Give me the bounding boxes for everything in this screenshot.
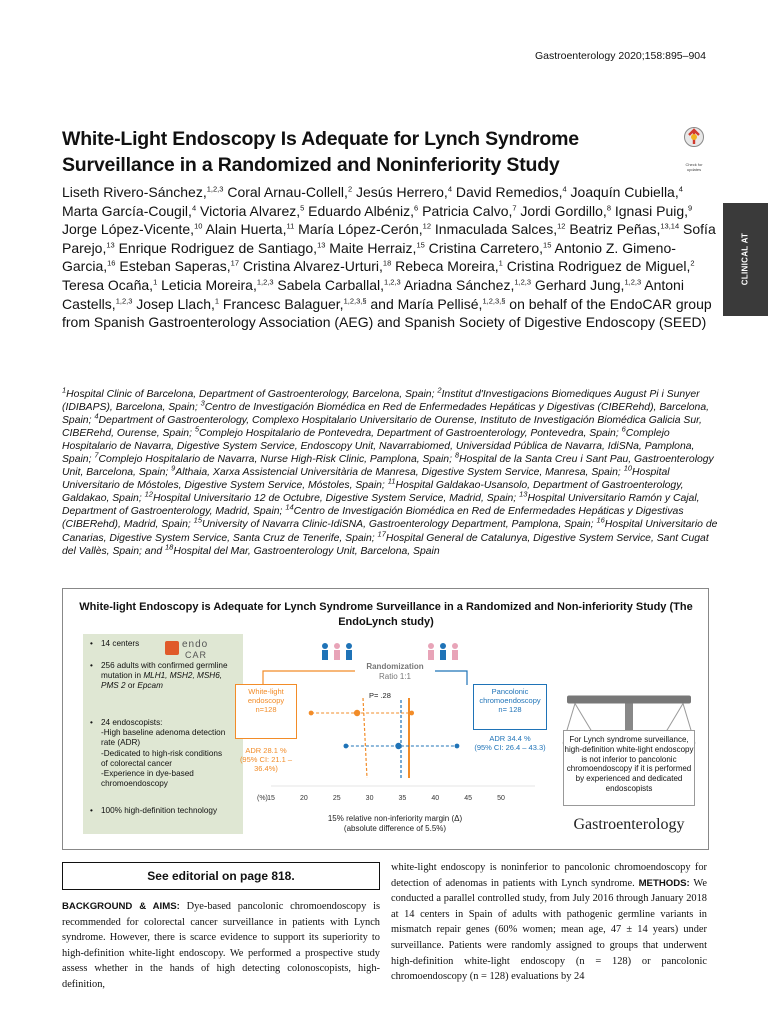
conclusion-box: For Lynch syndrome surveillance, high-definition white-light endoscopy is not inferior to pancolonic chromoendoscopy if it is performed by experienced and dedicated endoscopists [563,730,695,806]
p-value: P= .28 [369,691,391,700]
journal-reference: Gastroenterology 2020;158:895–904 [534,50,706,62]
article-title [62,126,662,178]
author-list: Liseth Rivero-Sánchez,$^{1,2,3}$ Coral Arnau-Collell,$^2$ Jesús Herrero,$^4$ David Remedios,$^4$ Joaquín Cubiella,$^4$ Marta García-Cougil,$^4$ Victoria Alvarez,$^5$ Eduardo Albéniz,$^6$ Patricia Calvo,$^7$ Jordi Gordillo,$^8$ Ignasi Puig,$^9$ Jorge López-Vicente,$^{10}$ Alain Huerta,$^{11}$ María López-Cerón,$^{12}$ Inmaculada Salces,$^{12}$ Beatriz Peñas,$^{13,14}$ Sofía Parejo,$^{13}$ Enrique Rodriguez de Santiago,$^{13}$ Maite Herraiz,$^{15}$ Cristina Carretero,$^{15}$ Antonio Z. Gimeno-Garcia,$^{16}$ Esteban Saperas,$^{17}$ Cristina Alvarez-Urturi,$^{18}$ Rebeca Moreira,$^1$ Cristina Rodriguez de Miguel,$^2$ Teresa Ocaña,$^1$ Leticia Moreira,$^{1,2,3}$ Sabela Carballal,$^{1,2,3}$ Ariadna Sánchez,$^{1,2,3}$ Gerhard Jung,$^{1,2,3}$ Antoni Castells,$^{1,2,3}$ Josep Llach,$^1$ Francesc Balaguer,$^{1,2,3,\S}$ and María Pellisé,$^{1,2,3,\S}$ on behalf of the EndoCAR group from Spanish Gastroenterology Association (AEG) and Spanish Society of Digestive Endoscopy (SEED) [62,184,716,331]
bullet-technology: • 100% high-definition technology [91,806,231,816]
scale-beam [567,696,691,704]
randomization-label: Randomization [366,662,424,671]
ci-endpoint [409,711,414,716]
point-estimate [395,743,401,749]
side-tab-label: CLINICAL AT [740,232,750,286]
wle-reference-line [363,698,367,778]
wle-ci: (95% CI: 21.1 – 36.4%) [239,755,293,773]
endocar-logo: endo CAR [165,639,240,663]
ci-endpoint [455,744,460,749]
people-icons [322,643,458,660]
ci-endpoint [309,711,314,716]
x-tick-label: 20 [299,795,308,802]
wle-arm-box [235,684,297,739]
pce-arm-label: Pancolonic chromoendoscopy [479,687,541,705]
x-tick-label: 40 [431,795,440,802]
wle-arm-label: White-light endoscopy [247,687,285,705]
point-estimate [354,710,360,716]
pce-adr-block [473,734,547,752]
x-axis-label-line2: (absolute difference of 5.5%) [343,824,447,833]
x-tick-label: 30 [365,795,374,802]
x-tick-label: 25 [332,795,341,802]
wle-adr: ADR 28.1 % [245,746,287,755]
axis-unit: (%) [257,795,268,802]
ratio-label: Ratio 1:1 [378,672,412,681]
x-tick-label: 50 [497,795,505,802]
bullet-centers: • 14 centers [91,639,231,649]
graphical-abstract-title: White-light Endoscopy is Adequate for Lynch Syndrome Surveillance in a Randomized and Non-inferiority Study (The EndoLynch study) [79,601,693,628]
pce-arm-box [473,684,547,730]
title-line: Surveillance in a Randomized and Noninferiority Study [62,154,560,176]
study-design-panel [83,634,243,834]
wle-arm-n: n=128 [255,705,277,714]
x-tick-label: 15 [267,795,275,802]
bullet-endoscopists: • 24 endoscopists: -High baseline adenoma detection rate (ADR) -Dedicated to high-risk conditions of colorectal cancer -Experience in dye-based chromoendoscopy [91,718,231,789]
ci-endpoint [344,744,349,749]
affiliations: $^1$Hospital Clinic of Barcelona, Department of Gastroenterology, Barcelona, Spain; $^2$Institut d'Investigacions Biomediques August Pi i Sunyer (IDIBAPS), Barcelona, Spain; $^3$Centro de Investigación Biomédica en Red de Enfermedades Hepáticas y Digestivas (CIBERehd), Barcelona, Spain; $^4$Department of Gastroenterology, Complexo Hospitalario Universitario de Ourense, Instituto de Investigación Biomédica Galicia Sur, CIBERehd, Ourense, Spain; $^5$Complejo Hospitalario de Pontevedra, Department of Gastroenterology, Pontevedra, Spain; $^6$Complejo Hospitalario de Navarra, Digestive System Service, Endoscopy Unit, Navarrabiomed, Universidad Pública de Navarra, IdiSNa, Pamplona, Spain; $^7$Complejo Hospitalario de Navarra, Nurse High-Risk Clinic, Pamplona, Spain; $^8$Hospital de la Santa Creu i Sant Pau, Gastroenterology Unit, Barcelona, Spain; $^9$Althaia, Xarxa Assistencial Universitària de Manresa, Digestive System Service, Manresa, Spain; $^{10}$Hospital Universitario de Móstoles, Digestive System Service, Móstoles, Spain; $^{11}$Hospital Galdakao-Usansolo, Department of Gastroenterology, Galdakao, Spain; $^{12}$Hospital Universitario 12 de Octubre, Digestive System Service, Madrid, Spain; $^{13}$Hospital Universitario Ramón y Cajal, Department of Gastroenterology, Madrid, Spain; $^{14}$Centro de Investigación Biomédica en Red de Enfermedades Hepáticas y Digestivas (CIBERehd), Madrid, Spain; $^{15}$University of Navarra Clinic-IdiSNA, Gastroenterology Department, Pamplona, Spain; $^{16}$Hospital Universitario de Canarias, Digestive System Service, Santa Cruz de Tenerife, Spain; $^{17}$Hospital General de Catalunya, Digestive System Service, Sant Cugat del Vallès, Spain; and $^{18}$Hospital del Mar, Gastroenterology Unit, Barcelona, Spain [62,385,718,557]
abstract-column-left: BACKGROUND & AIMS: Dye-based pancolonic chromoendoscopy is recommended for colorectal cancer surveillance in patients with Lynch syndrome. However, there is scarce evidence to support its superiority to high-definition white-light endoscopy. We performed a prospective study assess whether in the hands of high detecting colonoscopists, high-definition, [62,901,381,990]
bullet-patients: • 256 adults with confirmed germline mutation in MLH1, MSH2, MSH6, PMS 2 or Epcam [91,661,229,692]
title-line: White-Light Endoscopy Is Adequate for Lynch Syndrome [62,128,579,150]
pce-connector [435,671,467,685]
pce-adr: ADR 34.4 % [489,734,531,743]
wle-connector [263,671,355,685]
x-tick-label: 35 [398,795,407,802]
crossmark-icon[interactable] [680,126,708,172]
wle-adr-block [235,746,297,773]
section-side-tab [723,203,768,316]
x-axis-label-line1: 15% relative non-inferiority margin (Δ) [327,814,463,823]
crossmark-label: Check for updates [685,162,703,172]
x-tick-label: 45 [464,795,473,802]
abstract-column-right: white-light endoscopy is noninferior to pancolonic chromoendoscopy for detection of adenomas in patients with Lynch syndrome. METHODS: We conducted a parallel controlled study, from July 2016 through January 2018 at 14 centers in Spain of adults with pathogenic germline variants in mismatch repair genes (60% women; mean age, 47 ± 14 years) under surveillance. Patients were randomly assigned to groups that underwent high-definition white-light endoscopy (n = 128) or pancolonic chromoendoscopy (n = 128) evaluations by 24 [391,862,707,983]
pce-ci: (95% CI: 26.4 – 43.3) [474,743,546,752]
pce-arm-n: n= 128 [498,705,522,714]
editorial-notice: See editorial on page 818. [62,862,380,890]
gastroenterology-logo: Gastroenterology [573,816,685,833]
